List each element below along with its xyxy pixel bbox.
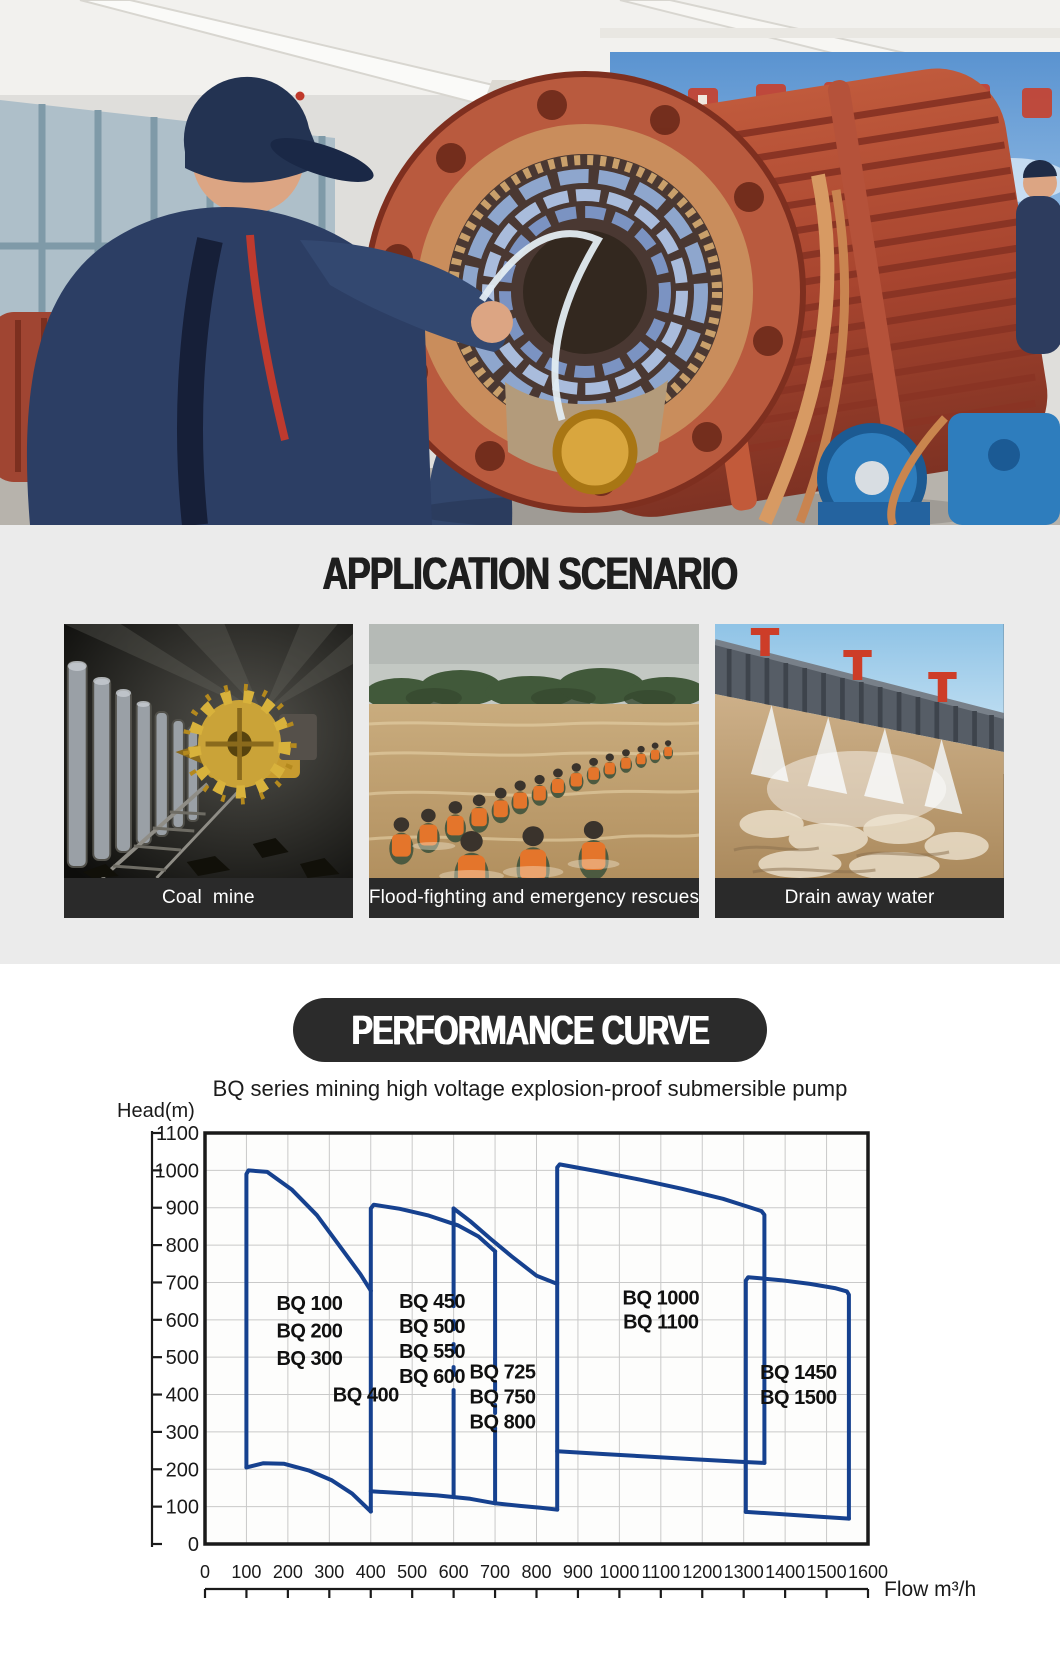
x-tick-label: 400	[355, 1562, 386, 1582]
performance-curve-section	[0, 964, 1060, 1655]
card-caption: Coal mine	[64, 878, 353, 918]
curve-label: BQ 600	[399, 1366, 466, 1389]
y-tick-label: 1000	[154, 1160, 199, 1183]
x-tick-label: 1300	[723, 1562, 764, 1582]
card-caption: Flood-fighting and emergency rescues	[369, 878, 699, 918]
y-tick-label: 400	[165, 1384, 199, 1407]
card-caption: Drain away water	[715, 878, 1004, 918]
x-tick-label: 1600	[847, 1562, 889, 1582]
hero-section	[0, 0, 1060, 525]
x-tick-label: 600	[438, 1562, 469, 1582]
x-tick-label: 1400	[765, 1562, 806, 1582]
x-tick-label: 1000	[599, 1562, 640, 1582]
x-tick-label: 0	[199, 1562, 211, 1582]
y-tick-label: 300	[165, 1421, 199, 1444]
y-tick-label: 100	[165, 1496, 199, 1519]
y-tick-label: 500	[165, 1347, 199, 1370]
scenario-card-flood-rescue	[369, 624, 699, 918]
x-tick-label: 1200	[682, 1562, 723, 1582]
flood-rescue-photo	[369, 624, 699, 878]
x-tick-label: 700	[480, 1562, 511, 1582]
factory-assembly-photo	[0, 0, 1060, 525]
y-axis-title: Head(m)	[117, 1100, 195, 1122]
y-tick-label: 200	[165, 1459, 199, 1482]
y-tick-label: 1100	[155, 1123, 199, 1145]
x-tick-label: 1500	[806, 1562, 847, 1582]
curve-label: BQ 300	[276, 1347, 343, 1370]
y-axis	[152, 1123, 199, 1556]
x-tick-label: 200	[272, 1562, 303, 1582]
performance-curve-banner	[293, 998, 767, 1062]
x-tick-label: 500	[397, 1562, 428, 1582]
y-tick-label: 0	[187, 1534, 199, 1556]
y-tick-label: 800	[165, 1235, 199, 1258]
curve-label: BQ 450	[399, 1291, 466, 1314]
x-tick-label: 1100	[641, 1562, 681, 1582]
coal-mine-photo	[64, 624, 353, 878]
x-axis	[200, 1562, 888, 1598]
y-tick-label: 600	[165, 1309, 199, 1332]
curve-label: BQ 1000	[622, 1287, 700, 1310]
scenario-card-drain-water	[715, 624, 1004, 918]
y-tick-label: 900	[165, 1197, 199, 1220]
curve-label: BQ 550	[399, 1341, 466, 1364]
performance-chart	[0, 1120, 1060, 1620]
application-scenario-section	[0, 525, 1060, 964]
curve-label: BQ 400	[332, 1384, 399, 1407]
curve-label: BQ 1500	[760, 1386, 837, 1409]
dam-discharge-photo	[715, 624, 1004, 878]
curve-label: BQ 750	[469, 1386, 536, 1409]
y-tick-label: 700	[165, 1272, 199, 1295]
curve-label: BQ 200	[276, 1320, 343, 1343]
scenario-card-coal-mine	[64, 624, 353, 918]
x-tick-label: 800	[521, 1562, 552, 1582]
x-tick-label: 900	[562, 1562, 593, 1582]
performance-curve-heading: PERFORMANCE CURVE	[351, 1007, 709, 1053]
curve-label: BQ 100	[276, 1293, 343, 1316]
curve-label: BQ 725	[469, 1361, 536, 1384]
curve-label: BQ 800	[469, 1411, 536, 1434]
chart-title: BQ series mining high voltage explosion-proof submersible pump	[212, 1076, 848, 1101]
x-tick-label: 100	[231, 1562, 262, 1582]
curve-label: BQ 1100	[623, 1311, 699, 1334]
application-scenario-heading: APPLICATION SCENARIO	[322, 548, 738, 599]
curve-label: BQ 1450	[760, 1362, 837, 1385]
scenario-cards	[0, 597, 1060, 918]
curve-label: BQ 500	[399, 1316, 466, 1339]
x-tick-label: 300	[314, 1562, 345, 1582]
x-axis-title: Flow m³/h	[884, 1578, 977, 1601]
